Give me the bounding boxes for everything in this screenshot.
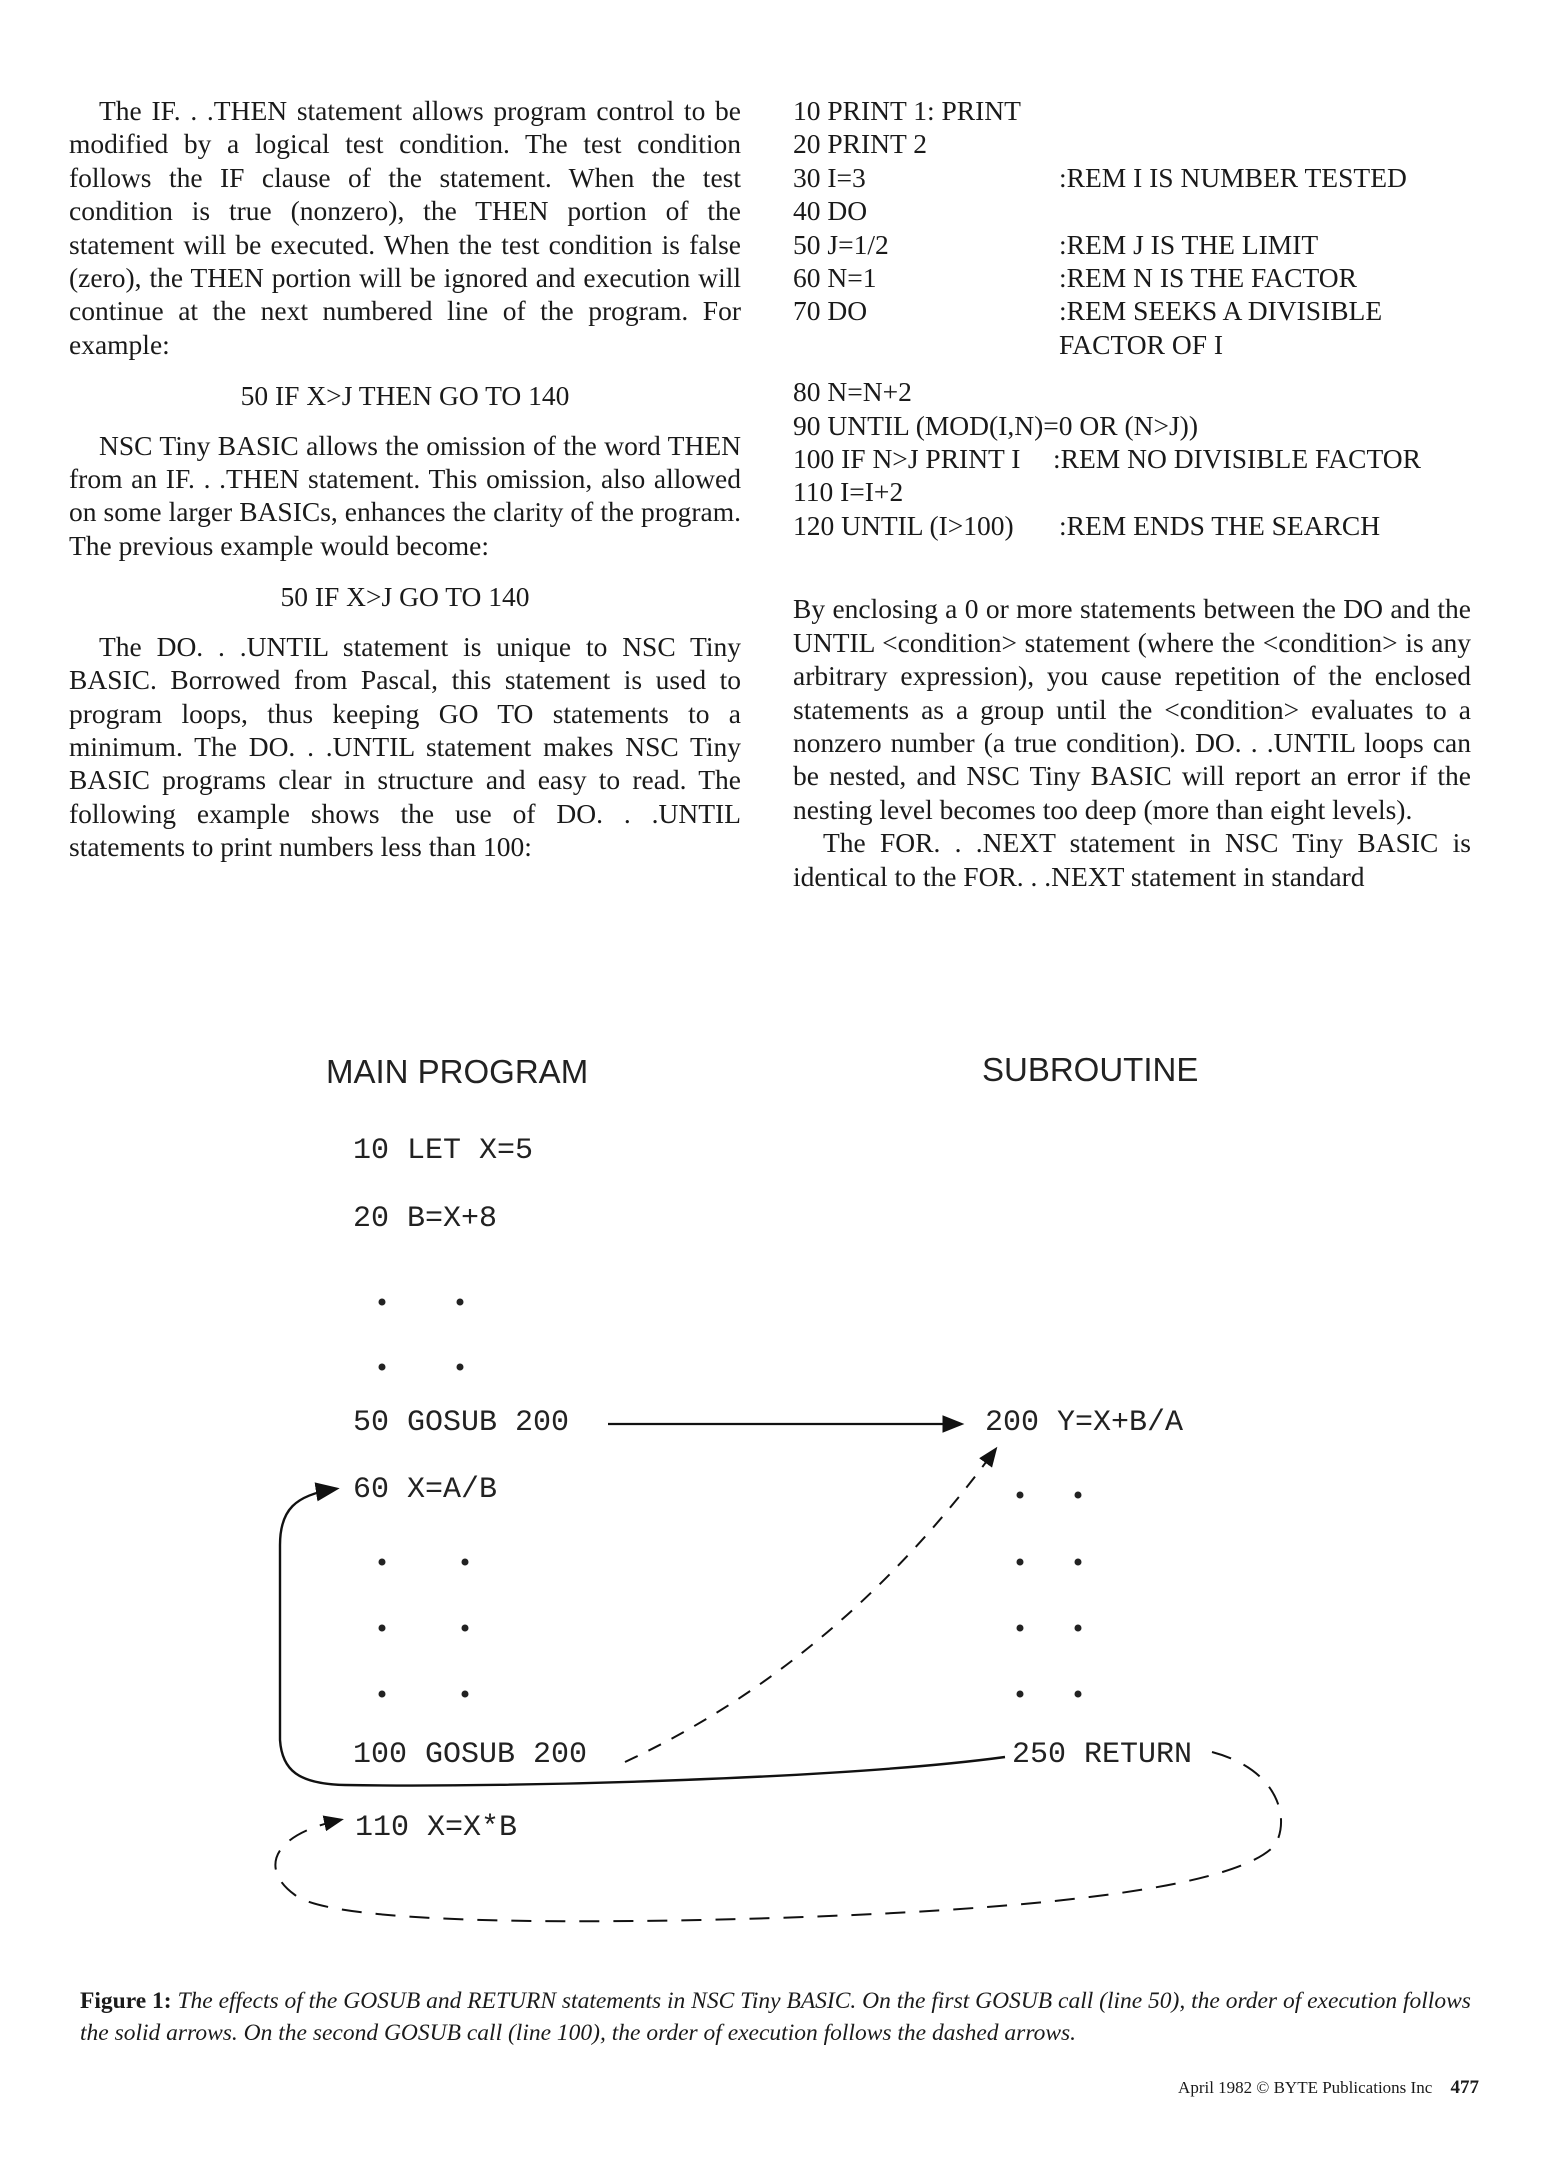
figure-caption xyxy=(80,1985,1480,2049)
code-rem: :REM N IS THE FACTOR xyxy=(1059,262,1357,294)
code-line: 10 PRINT 1: PRINT xyxy=(793,95,1021,126)
example-if-then: 50 IF X>J THEN GO TO 140 xyxy=(240,380,570,412)
code-block-b xyxy=(793,375,1471,542)
gosub-diagram xyxy=(0,1040,1559,1980)
page-number: 477 xyxy=(1450,2077,1479,2098)
code-rem xyxy=(1059,475,1469,508)
code-line: 40 DO xyxy=(793,195,868,227)
paragraph-do-until: The DO. . .UNTIL statement is unique to NSC Tiny BASIC. Borrowed from Pascal, this statement is used to program loops, thus keeping GO TO statements to a minimum. The DO. . .UNTIL statement makes NSC Tiny BASIC programs clear in structure and easy to read. The following example shows the use of DO. . .UNTIL statements to print numbers less than 100: xyxy=(69,630,741,863)
paragraph-omit-then: NSC Tiny BASIC allows the omission of the word THEN from an IF. . .THEN statement. This omission, also allowed on some larger BASICs, enhances the clarity of the program. The previous example would become: xyxy=(69,429,741,561)
code-rem xyxy=(1059,127,1469,160)
subroutine-heading: SUBROUTINE xyxy=(982,1051,1199,1088)
code-line: 90 UNTIL (MOD(I,N)=0 OR (N>J)) xyxy=(793,409,1198,441)
line-110: 110 X=X*B xyxy=(355,1811,518,1845)
code-rem xyxy=(1059,375,1469,408)
line-10: 10 LET X=5 xyxy=(353,1134,534,1168)
code-line: 30 I=3 xyxy=(793,161,866,193)
main-program-heading: MAIN PROGRAM xyxy=(326,1053,589,1090)
line-100: 100 GOSUB 200 xyxy=(353,1738,588,1772)
ellipsis-dots-main-2 xyxy=(379,1559,469,1698)
left-column xyxy=(69,94,741,864)
example-if-goto: 50 IF X>J GO TO 140 xyxy=(280,581,530,613)
line-20: 20 B=X+8 xyxy=(353,1202,498,1236)
code-line: 50 J=1/2 xyxy=(793,228,889,260)
code-line: 70 DO xyxy=(793,295,868,327)
paragraph-if-then: The IF. . .THEN statement allows program control to be modified by a logical test condition. The test condition follows the IF clause of the statement. When the test condition is true (nonzero), the THEN portion of the statement will be executed. When the test condition is false (zero), the THEN portion will be ignored and execution will continue at the next numbered line of the program. For example: xyxy=(69,95,741,360)
code-line: 120 UNTIL (I>100) xyxy=(793,509,1014,541)
code-line: 60 N=1 xyxy=(793,262,877,294)
code-rem xyxy=(1059,94,1469,127)
ellipsis-dots-main-1 xyxy=(379,1299,464,1371)
line-60: 60 X=A/B xyxy=(353,1473,498,1507)
dashed-call-arrow xyxy=(625,1450,995,1762)
code-line: 100 IF N>J PRINT I xyxy=(793,443,1021,475)
figure-caption-text: The effects of the GOSUB and RETURN statements in NSC Tiny BASIC. On the first GOSUB call (line 50), the order of execution follows the solid arrows. On the second GOSUB call (line 100), the order of execution follows the dashed arrows. xyxy=(80,1988,1471,2046)
right-column xyxy=(793,94,1471,893)
code-rem: :REM ENDS THE SEARCH xyxy=(1059,509,1381,541)
code-rem xyxy=(1059,194,1469,227)
page-footer xyxy=(1178,2077,1479,2099)
line-50: 50 GOSUB 200 xyxy=(353,1406,570,1440)
line-250: 250 RETURN xyxy=(1012,1738,1193,1772)
code-line: 80 N=N+2 xyxy=(793,376,912,408)
ellipsis-dots-subroutine xyxy=(1017,1492,1082,1698)
code-block-a xyxy=(793,94,1471,361)
code-line: 110 I=I+2 xyxy=(793,476,904,508)
line-200: 200 Y=X+B/A xyxy=(985,1406,1184,1440)
figure-caption-label: Figure 1: xyxy=(80,1988,172,2014)
code-rem: :REM J IS THE LIMIT xyxy=(1059,228,1319,260)
paragraph-do-until-nesting: By enclosing a 0 or more statements between the DO and the UNTIL <condition> statement (where the <condition> is any arbitrary expression), you cause repetition of the enclosed statements as a group until the <condition> evaluates to a nonzero number (a true condition). DO. . .UNTIL loops can be nested, and NSC Tiny BASIC will report an error if the nesting level becomes too deep (more than eight levels). xyxy=(793,593,1471,825)
code-rem: :REM SEEKS A DIVISIBLE FACTOR OF I xyxy=(1059,295,1383,360)
paragraph-for-next: The FOR. . .NEXT statement in NSC Tiny BASIC is identical to the FOR. . .NEXT statement in standard xyxy=(793,827,1471,892)
code-rem: :REM NO DIVISIBLE FACTOR xyxy=(1053,443,1421,475)
code-line: 20 PRINT 2 xyxy=(793,128,927,160)
code-rem: :REM I IS NUMBER TESTED xyxy=(1059,161,1407,193)
footer-credit: April 1982 © BYTE Publications Inc xyxy=(1178,2078,1433,2097)
